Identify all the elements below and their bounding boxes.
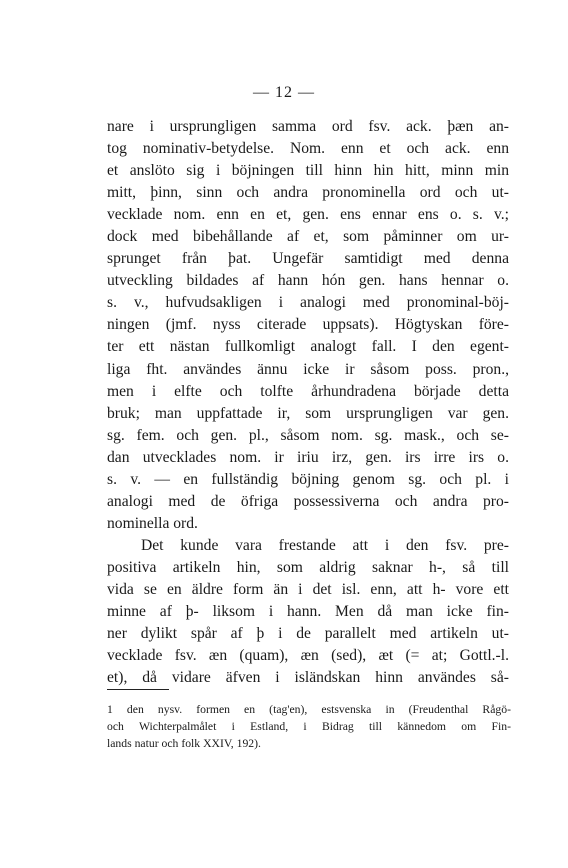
text-line: minne af þ- liksom i hann. Men då man icke fin- [107, 603, 509, 621]
text-line: dan utvecklades nom. ir iriu irz, gen. irs irre irs o. [107, 448, 509, 466]
text-line: vida se en äldre form än i det isl. enn, att h- vore ett [107, 580, 509, 598]
text-line: ter ett nästan fullkomligt analogt fall. I den egent- [107, 338, 509, 356]
text-line: s. v., hufvudsakligen i analogi med pronominal-böj- [107, 294, 509, 312]
text-line: Det kunde vara frestande att i den fsv. pre- [141, 536, 509, 554]
text-line: ningen (jmf. nyss citerade uppsats). Högtyskan före- [107, 316, 509, 334]
text-line: nare i ursprungligen samma ord fsv. ack. þæn an- [107, 118, 509, 135]
text-line: utveckling bildades af hann hón gen. hans hennar o. [107, 272, 509, 290]
text-line: et), då vidare äfven i isländskan hinn användes så- [107, 669, 509, 687]
text-line: ner dylikt spår af þ i de parallelt med artikeln ut- [107, 625, 509, 643]
text-line: positiva artikeln hin, som aldrig saknar h-, så till [107, 558, 509, 576]
text-line: vecklade fsv. æn (quam), æn (sed), æt (= at; Gottl.-l. [107, 647, 509, 665]
footnote-divider [107, 689, 169, 690]
text-line: et anslöto sig i böjningen till hinn hin hitt, minn min [107, 162, 509, 180]
text-line: liga fht. användes ännu icke ir såsom poss. pron., [107, 360, 509, 378]
text-line: s. v. — en fullständig böjning genom sg. och pl. i [107, 470, 509, 488]
text-line: nominella ord. [107, 514, 198, 532]
text-line: sg. fem. och gen. pl., såsom nom. sg. mask., och se- [107, 426, 509, 444]
footnote-line: 1 den nysv. formen en (tag'en), estsvenska in (Freudenthal Rågö- [107, 703, 511, 716]
body-text [107, 116, 509, 689]
text-line: dock med bibehållande af et, som påminner om ur- [107, 228, 509, 246]
page-header: — 12 — [253, 84, 315, 101]
footnote-line: och Wichterpalmålet i Estland, i Bidrag till kännedom om Fin- [107, 720, 511, 733]
text-line: analogi med de öfriga possessiverna och andra pro- [107, 492, 509, 510]
text-line: tog nominativ-betydelse. Nom. enn et och ack. enn [107, 140, 509, 158]
text-line: vecklade nom. enn en et, gen. ens ennar ens o. s. v.; [107, 206, 509, 224]
footnote [107, 701, 511, 752]
text-line: men i elfte och tolfte århundradena började detta [107, 382, 509, 400]
text-line: bruk; man uppfattade ir, som ursprungligen var gen. [107, 404, 509, 422]
text-line: mitt, þinn, sinn och andra pronominella ord och ut- [107, 184, 509, 202]
text-line: sprunget från þat. Ungefär samtidigt med denna [107, 250, 509, 268]
footnote-line: lands natur och folk XXIV, 192). [107, 737, 261, 750]
